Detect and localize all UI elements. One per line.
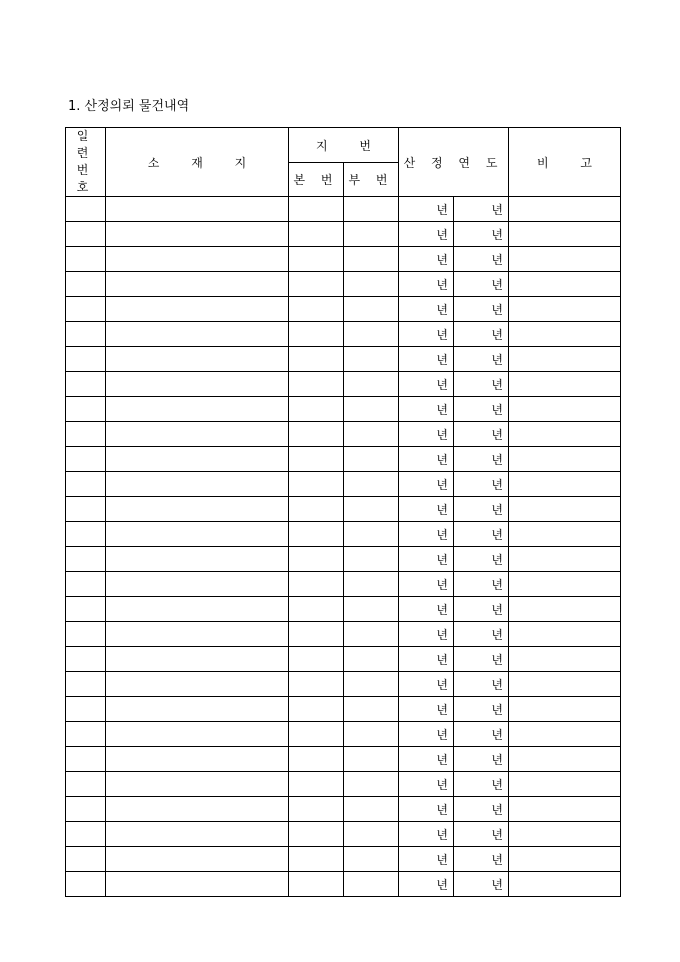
year-unit-label: 년 — [436, 777, 448, 792]
sub-number-cell[interactable] — [344, 847, 399, 872]
remarks-cell[interactable] — [509, 572, 621, 597]
location-cell[interactable] — [106, 472, 289, 497]
year-unit-label: 년 — [491, 727, 503, 742]
location-cell[interactable] — [106, 647, 289, 672]
year-unit-label: 년 — [491, 302, 503, 317]
table-row — [66, 847, 621, 872]
location-cell[interactable] — [106, 197, 289, 222]
table-row — [66, 297, 621, 322]
main-number-cell[interactable] — [289, 222, 344, 247]
main-number-cell[interactable] — [289, 722, 344, 747]
year-unit-label: 년 — [491, 552, 503, 567]
end-year-cell[interactable] — [454, 197, 509, 222]
start-year-cell[interactable] — [399, 472, 454, 497]
main-number-cell[interactable] — [289, 622, 344, 647]
year-unit-label: 년 — [491, 327, 503, 342]
sub-number-cell[interactable] — [344, 447, 399, 472]
year-unit-label: 년 — [491, 702, 503, 717]
main-number-cell[interactable] — [289, 297, 344, 322]
remarks-cell[interactable] — [509, 522, 621, 547]
year-unit-label: 년 — [436, 552, 448, 567]
calc-year-header-label: 산 정 연 도 — [403, 155, 504, 170]
year-unit-label: 년 — [491, 252, 503, 267]
serial-number-cell[interactable] — [66, 322, 106, 347]
start-year-cell[interactable] — [399, 847, 454, 872]
location-cell[interactable] — [106, 422, 289, 447]
location-cell[interactable] — [106, 397, 289, 422]
year-unit-label: 년 — [436, 377, 448, 392]
location-header-label: 소 재 지 — [147, 155, 261, 170]
year-unit-label: 년 — [491, 352, 503, 367]
main-number-cell[interactable] — [289, 697, 344, 722]
start-year-cell[interactable] — [399, 672, 454, 697]
start-year-cell[interactable] — [399, 297, 454, 322]
year-unit-label: 년 — [491, 802, 503, 817]
table-row — [66, 372, 621, 397]
year-unit-label: 년 — [491, 827, 503, 842]
remarks-cell[interactable] — [509, 372, 621, 397]
start-year-cell[interactable] — [399, 622, 454, 647]
main-number-cell[interactable] — [289, 822, 344, 847]
serial-number-header — [66, 128, 106, 197]
table-row — [66, 247, 621, 272]
end-year-cell[interactable] — [454, 872, 509, 897]
serial-number-cell[interactable] — [66, 497, 106, 522]
start-year-cell[interactable] — [399, 497, 454, 522]
serial-number-cell[interactable] — [66, 422, 106, 447]
year-unit-label: 년 — [436, 402, 448, 417]
year-unit-label: 년 — [491, 377, 503, 392]
start-year-cell[interactable] — [399, 197, 454, 222]
calc-year-header — [399, 128, 509, 197]
main-number-cell[interactable] — [289, 572, 344, 597]
end-year-cell[interactable] — [454, 272, 509, 297]
remarks-cell[interactable] — [509, 722, 621, 747]
serial-number-cell[interactable] — [66, 872, 106, 897]
table-row — [66, 522, 621, 547]
year-unit-label: 년 — [436, 227, 448, 242]
start-year-cell[interactable] — [399, 697, 454, 722]
main-number-cell[interactable] — [289, 872, 344, 897]
sub-number-cell[interactable] — [344, 697, 399, 722]
table-row — [66, 697, 621, 722]
start-year-cell[interactable] — [399, 722, 454, 747]
location-cell[interactable] — [106, 447, 289, 472]
table-row — [66, 672, 621, 697]
serial-number-cell[interactable] — [66, 522, 106, 547]
year-unit-label: 년 — [436, 502, 448, 517]
remarks-cell[interactable] — [509, 772, 621, 797]
sub-number-cell[interactable] — [344, 397, 399, 422]
remarks-cell[interactable] — [509, 397, 621, 422]
serial-number-cell[interactable] — [66, 622, 106, 647]
serial-number-cell[interactable] — [66, 372, 106, 397]
year-unit-label: 년 — [436, 652, 448, 667]
location-cell[interactable] — [106, 547, 289, 572]
end-year-cell[interactable] — [454, 722, 509, 747]
sub-number-cell[interactable] — [344, 322, 399, 347]
year-unit-label: 년 — [436, 702, 448, 717]
main-number-cell[interactable] — [289, 472, 344, 497]
location-cell[interactable] — [106, 697, 289, 722]
year-unit-label: 년 — [436, 577, 448, 592]
table-row — [66, 497, 621, 522]
year-unit-label: 년 — [491, 877, 503, 892]
table-row — [66, 222, 621, 247]
table-row — [66, 822, 621, 847]
start-year-cell[interactable] — [399, 397, 454, 422]
year-unit-label: 년 — [436, 477, 448, 492]
sub-number-cell[interactable] — [344, 597, 399, 622]
sub-number-cell[interactable] — [344, 797, 399, 822]
year-unit-label: 년 — [491, 452, 503, 467]
year-unit-label: 년 — [436, 877, 448, 892]
sub-number-cell[interactable] — [344, 547, 399, 572]
location-cell[interactable] — [106, 347, 289, 372]
table-row — [66, 747, 621, 772]
main-number-cell[interactable] — [289, 772, 344, 797]
serial-number-cell[interactable] — [66, 347, 106, 372]
location-cell[interactable] — [106, 522, 289, 547]
remarks-cell[interactable] — [509, 697, 621, 722]
main-number-cell[interactable] — [289, 647, 344, 672]
end-year-cell[interactable] — [454, 397, 509, 422]
year-unit-label: 년 — [491, 777, 503, 792]
sub-number-cell[interactable] — [344, 247, 399, 272]
table-row — [66, 597, 621, 622]
location-cell[interactable] — [106, 872, 289, 897]
serial-number-cell[interactable] — [66, 772, 106, 797]
remarks-cell[interactable] — [509, 622, 621, 647]
start-year-cell[interactable] — [399, 322, 454, 347]
table-row — [66, 347, 621, 372]
main-number-cell[interactable] — [289, 272, 344, 297]
year-unit-label: 년 — [436, 452, 448, 467]
end-year-cell[interactable] — [454, 697, 509, 722]
year-unit-label: 년 — [436, 727, 448, 742]
main-number-cell[interactable] — [289, 747, 344, 772]
table-row — [66, 797, 621, 822]
table-row — [66, 647, 621, 672]
table-row — [66, 547, 621, 572]
main-number-cell[interactable] — [289, 322, 344, 347]
location-cell[interactable] — [106, 797, 289, 822]
year-unit-label: 년 — [491, 477, 503, 492]
remarks-cell[interactable] — [509, 647, 621, 672]
remarks-cell[interactable] — [509, 497, 621, 522]
year-unit-label: 년 — [491, 677, 503, 692]
year-unit-label: 년 — [491, 577, 503, 592]
main-number-cell[interactable] — [289, 497, 344, 522]
serial-number-cell[interactable] — [66, 572, 106, 597]
start-year-cell[interactable] — [399, 222, 454, 247]
serial-number-cell[interactable] — [66, 472, 106, 497]
main-number-cell[interactable] — [289, 447, 344, 472]
start-year-cell[interactable] — [399, 647, 454, 672]
year-unit-label: 년 — [436, 677, 448, 692]
location-cell[interactable] — [106, 822, 289, 847]
year-unit-label: 년 — [436, 427, 448, 442]
main-number-cell[interactable] — [289, 522, 344, 547]
table-row — [66, 722, 621, 747]
remarks-cell[interactable] — [509, 797, 621, 822]
lot-number-header-label: 지 번 — [316, 138, 385, 153]
remarks-cell[interactable] — [509, 222, 621, 247]
start-year-cell[interactable] — [399, 447, 454, 472]
start-year-cell[interactable] — [399, 347, 454, 372]
serial-number-cell[interactable] — [66, 297, 106, 322]
sub-number-cell[interactable] — [344, 297, 399, 322]
main-number-cell[interactable] — [289, 247, 344, 272]
start-year-cell[interactable] — [399, 797, 454, 822]
table-row — [66, 272, 621, 297]
remarks-cell[interactable] — [509, 447, 621, 472]
main-number-cell[interactable] — [289, 422, 344, 447]
serial-number-cell[interactable] — [66, 672, 106, 697]
table-row — [66, 197, 621, 222]
sub-number-cell[interactable] — [344, 747, 399, 772]
start-year-cell[interactable] — [399, 272, 454, 297]
year-unit-label: 년 — [491, 277, 503, 292]
year-unit-label: 년 — [436, 352, 448, 367]
sub-number-header — [344, 163, 399, 197]
year-unit-label: 년 — [436, 602, 448, 617]
sub-number-cell[interactable] — [344, 647, 399, 672]
end-year-cell[interactable] — [454, 622, 509, 647]
sub-number-cell[interactable] — [344, 672, 399, 697]
serial-number-cell[interactable] — [66, 647, 106, 672]
serial-number-cell[interactable] — [66, 722, 106, 747]
year-unit-label: 년 — [436, 252, 448, 267]
remarks-cell[interactable] — [509, 197, 621, 222]
sub-number-cell[interactable] — [344, 422, 399, 447]
start-year-cell[interactable] — [399, 422, 454, 447]
start-year-cell[interactable] — [399, 522, 454, 547]
sub-number-cell[interactable] — [344, 197, 399, 222]
year-unit-label: 년 — [436, 852, 448, 867]
end-year-cell[interactable] — [454, 497, 509, 522]
end-year-cell[interactable] — [454, 597, 509, 622]
location-cell[interactable] — [106, 222, 289, 247]
remarks-cell[interactable] — [509, 547, 621, 572]
year-unit-label: 년 — [491, 227, 503, 242]
remarks-header-label: 비 고 — [537, 155, 606, 170]
end-year-cell[interactable] — [454, 322, 509, 347]
year-unit-label: 년 — [436, 277, 448, 292]
table-row — [66, 572, 621, 597]
end-year-cell[interactable] — [454, 522, 509, 547]
sub-number-cell[interactable] — [344, 347, 399, 372]
table-row — [66, 447, 621, 472]
year-unit-label: 년 — [436, 752, 448, 767]
remarks-cell[interactable] — [509, 747, 621, 772]
end-year-cell[interactable] — [454, 472, 509, 497]
serial-number-cell[interactable] — [66, 847, 106, 872]
location-cell[interactable] — [106, 772, 289, 797]
location-cell[interactable] — [106, 572, 289, 597]
sub-number-cell[interactable] — [344, 522, 399, 547]
serial-number-cell[interactable] — [66, 247, 106, 272]
remarks-cell[interactable] — [509, 297, 621, 322]
serial-number-cell[interactable] — [66, 397, 106, 422]
table-row — [66, 397, 621, 422]
serial-number-cell[interactable] — [66, 222, 106, 247]
year-unit-label: 년 — [436, 627, 448, 642]
year-unit-label: 년 — [436, 527, 448, 542]
sub-number-cell[interactable] — [344, 272, 399, 297]
year-unit-label: 년 — [491, 752, 503, 767]
remarks-cell[interactable] — [509, 822, 621, 847]
main-number-cell[interactable] — [289, 847, 344, 872]
table-row — [66, 772, 621, 797]
remarks-cell[interactable] — [509, 847, 621, 872]
year-unit-label: 년 — [491, 652, 503, 667]
year-unit-label: 년 — [491, 852, 503, 867]
serial-number-cell[interactable] — [66, 597, 106, 622]
end-year-cell[interactable] — [454, 547, 509, 572]
remarks-cell[interactable] — [509, 597, 621, 622]
remarks-cell[interactable] — [509, 322, 621, 347]
sub-number-cell[interactable] — [344, 497, 399, 522]
serial-number-cell[interactable] — [66, 547, 106, 572]
start-year-cell[interactable] — [399, 822, 454, 847]
end-year-cell[interactable] — [454, 797, 509, 822]
sub-number-cell[interactable] — [344, 372, 399, 397]
serial-number-cell[interactable] — [66, 447, 106, 472]
year-unit-label: 년 — [491, 527, 503, 542]
sub-number-cell[interactable] — [344, 622, 399, 647]
end-year-cell[interactable] — [454, 247, 509, 272]
end-year-cell[interactable] — [454, 747, 509, 772]
remarks-cell[interactable] — [509, 472, 621, 497]
remarks-header — [509, 128, 621, 197]
end-year-cell[interactable] — [454, 847, 509, 872]
year-unit-label: 년 — [436, 327, 448, 342]
end-year-cell[interactable] — [454, 647, 509, 672]
serial-header-line2: 번 호 — [76, 163, 95, 194]
remarks-cell[interactable] — [509, 422, 621, 447]
serial-number-cell[interactable] — [66, 822, 106, 847]
year-unit-label: 년 — [491, 602, 503, 617]
end-year-cell[interactable] — [454, 347, 509, 372]
location-cell[interactable] — [106, 722, 289, 747]
property-table — [65, 127, 621, 897]
end-year-cell[interactable] — [454, 672, 509, 697]
location-cell[interactable] — [106, 597, 289, 622]
main-number-cell[interactable] — [289, 372, 344, 397]
year-unit-label: 년 — [436, 802, 448, 817]
end-year-cell[interactable] — [454, 447, 509, 472]
serial-number-cell[interactable] — [66, 797, 106, 822]
start-year-cell[interactable] — [399, 572, 454, 597]
sub-number-cell[interactable] — [344, 472, 399, 497]
remarks-cell[interactable] — [509, 247, 621, 272]
serial-number-cell[interactable] — [66, 197, 106, 222]
location-cell[interactable] — [106, 272, 289, 297]
main-number-cell[interactable] — [289, 397, 344, 422]
start-year-cell[interactable] — [399, 247, 454, 272]
sub-number-cell[interactable] — [344, 772, 399, 797]
location-cell[interactable] — [106, 672, 289, 697]
end-year-cell[interactable] — [454, 422, 509, 447]
main-number-cell[interactable] — [289, 547, 344, 572]
year-unit-label: 년 — [436, 202, 448, 217]
table-row — [66, 422, 621, 447]
year-unit-label: 년 — [491, 202, 503, 217]
start-year-cell[interactable] — [399, 597, 454, 622]
end-year-cell[interactable] — [454, 222, 509, 247]
sub-number-cell[interactable] — [344, 572, 399, 597]
sub-number-cell[interactable] — [344, 822, 399, 847]
serial-number-cell[interactable] — [66, 272, 106, 297]
page-title: 1. 산정의뢰 물건내역 — [68, 99, 190, 114]
location-cell[interactable] — [106, 497, 289, 522]
location-cell[interactable] — [106, 622, 289, 647]
main-number-cell[interactable] — [289, 597, 344, 622]
location-cell[interactable] — [106, 297, 289, 322]
main-number-header — [289, 163, 344, 197]
table-row — [66, 622, 621, 647]
end-year-cell[interactable] — [454, 572, 509, 597]
year-unit-label: 년 — [491, 627, 503, 642]
start-year-cell[interactable] — [399, 747, 454, 772]
sub-number-cell[interactable] — [344, 872, 399, 897]
location-cell[interactable] — [106, 747, 289, 772]
start-year-cell[interactable] — [399, 772, 454, 797]
year-unit-label: 년 — [491, 402, 503, 417]
location-cell[interactable] — [106, 847, 289, 872]
serial-header-line1: 일 련 — [76, 129, 95, 160]
main-number-cell[interactable] — [289, 797, 344, 822]
sub-number-cell[interactable] — [344, 722, 399, 747]
year-unit-label: 년 — [491, 427, 503, 442]
end-year-cell[interactable] — [454, 822, 509, 847]
location-cell[interactable] — [106, 322, 289, 347]
remarks-cell[interactable] — [509, 872, 621, 897]
main-number-header-label: 본 번 — [293, 173, 339, 188]
sub-number-header-label: 부 번 — [348, 173, 394, 188]
main-number-cell[interactable] — [289, 347, 344, 372]
remarks-cell[interactable] — [509, 672, 621, 697]
remarks-cell[interactable] — [509, 272, 621, 297]
table-row — [66, 872, 621, 897]
lot-number-header — [289, 128, 399, 163]
main-number-cell[interactable] — [289, 672, 344, 697]
start-year-cell[interactable] — [399, 372, 454, 397]
end-year-cell[interactable] — [454, 772, 509, 797]
year-unit-label: 년 — [436, 827, 448, 842]
end-year-cell[interactable] — [454, 297, 509, 322]
start-year-cell[interactable] — [399, 872, 454, 897]
start-year-cell[interactable] — [399, 547, 454, 572]
serial-number-cell[interactable] — [66, 747, 106, 772]
table-row — [66, 322, 621, 347]
year-unit-label: 년 — [436, 302, 448, 317]
serial-number-cell[interactable] — [66, 697, 106, 722]
location-cell[interactable] — [106, 247, 289, 272]
location-cell[interactable] — [106, 372, 289, 397]
sub-number-cell[interactable] — [344, 222, 399, 247]
end-year-cell[interactable] — [454, 372, 509, 397]
year-unit-label: 년 — [491, 502, 503, 517]
location-header — [106, 128, 289, 197]
table-row — [66, 472, 621, 497]
remarks-cell[interactable] — [509, 347, 621, 372]
main-number-cell[interactable] — [289, 197, 344, 222]
